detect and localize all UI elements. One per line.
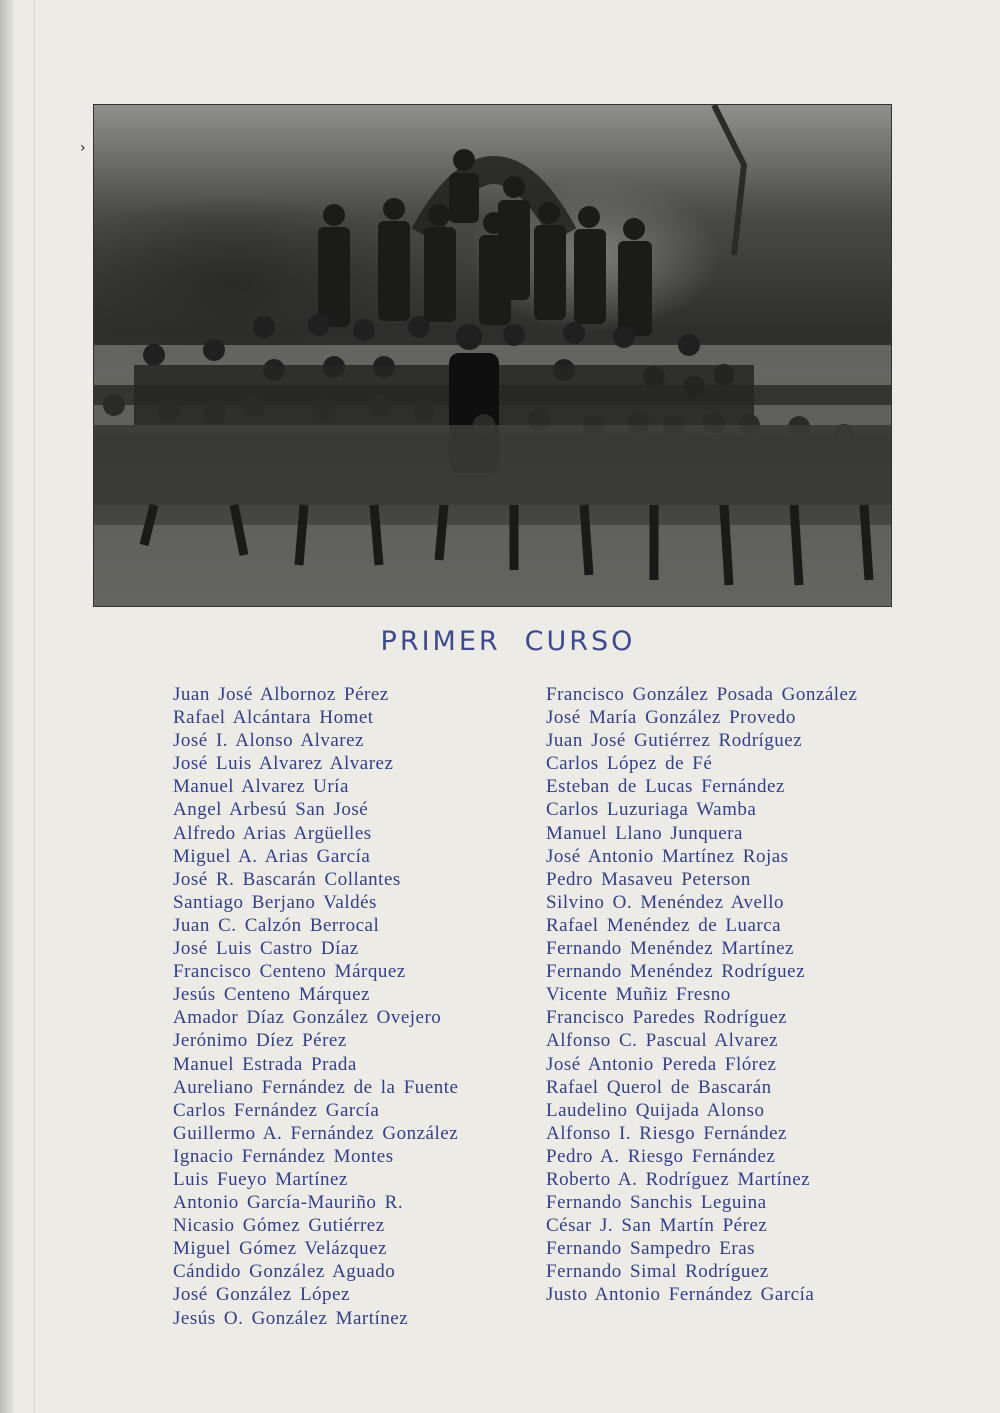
student-name: Jesús O. González Martínez (173, 1307, 409, 1329)
student-name: Juan José Gutiérrez Rodríguez (546, 730, 803, 752)
student-name: Nicasio Gómez Gutiérrez (173, 1215, 385, 1237)
student-name: Amador Díaz González Ovejero (173, 1007, 442, 1029)
student-name: Pedro A. Riesgo Fernández (546, 1145, 776, 1167)
student-name: Carlos Fernández García (173, 1099, 380, 1121)
student-name: Roberto A. Rodríguez Martínez (546, 1168, 811, 1190)
student-name: José R. Bascarán Collantes (173, 868, 401, 890)
student-name: Juan C. Calzón Berrocal (173, 914, 380, 936)
student-name: Jerónimo Díez Pérez (173, 1030, 347, 1052)
student-name: Justo Antonio Fernández García (546, 1284, 815, 1306)
student-name: Ignacio Fernández Montes (173, 1145, 394, 1167)
binding-line (34, 0, 35, 1413)
student-name: José I. Alonso Alvarez (173, 730, 364, 752)
student-name: Pedro Masaveu Peterson (546, 868, 751, 890)
student-name: Miguel Gómez Velázquez (173, 1238, 387, 1260)
student-name: César J. San Martín Pérez (546, 1215, 768, 1237)
student-name: Alfonso I. Riesgo Fernández (546, 1122, 787, 1144)
student-name: Francisco González Posada González (546, 684, 858, 705)
student-name: Jesús Centeno Márquez (173, 984, 370, 1006)
student-name: Manuel Alvarez Uría (173, 776, 349, 798)
student-name: José González López (173, 1284, 350, 1306)
student-name: Miguel A. Arias García (173, 845, 371, 867)
student-name: Rafael Menéndez de Luarca (546, 914, 782, 936)
student-name: Fernando Sampedro Eras (546, 1238, 756, 1260)
student-name: Francisco Centeno Márquez (173, 961, 406, 983)
student-name: Carlos López de Fé (546, 753, 713, 775)
photo-silhouettes (94, 105, 891, 606)
student-name: Guillermo A. Fernández González (173, 1122, 459, 1144)
student-name: Esteban de Lucas Fernández (546, 776, 785, 798)
student-name: Fernando Menéndez Martínez (546, 938, 794, 960)
student-name: Aureliano Fernández de la Fuente (173, 1076, 459, 1098)
page-mark-left: › (80, 140, 86, 156)
group-photo (93, 104, 892, 607)
heading-word-primer: PRIMER (380, 626, 501, 657)
student-name: Silvino O. Menéndez Avello (546, 891, 785, 913)
student-name: Manuel Estrada Prada (173, 1053, 357, 1075)
student-name: Rafael Querol de Bascarán (546, 1076, 772, 1098)
student-name: Fernando Simal Rodríguez (546, 1261, 769, 1283)
student-name: Fernando Sanchis Leguina (546, 1192, 767, 1214)
heading-word-curso: CURSO (524, 626, 636, 657)
student-name: Laudelino Quijada Alonso (546, 1099, 765, 1121)
student-name: Luis Fueyo Martínez (173, 1168, 348, 1190)
student-name: Cándido González Aguado (173, 1261, 396, 1283)
student-name: Francisco Paredes Rodríguez (546, 1007, 788, 1029)
student-name: Alfonso C. Pascual Alvarez (546, 1030, 779, 1052)
student-name: José María González Provedo (546, 707, 796, 729)
student-name: José Luis Castro Díaz (173, 938, 359, 960)
student-name: José Antonio Martínez Rojas (546, 845, 789, 867)
student-name: Fernando Menéndez Rodríguez (546, 961, 806, 983)
student-name: Santiago Berjano Valdés (173, 891, 377, 913)
student-name: Alfredo Arias Argüelles (173, 822, 372, 844)
student-name: Angel Arbesú San José (173, 799, 369, 821)
student-name: José Antonio Pereda Flórez (546, 1053, 777, 1075)
student-name: Antonio García-Mauriño R. (173, 1192, 404, 1214)
page-edge (0, 0, 14, 1413)
student-name: Juan José Albornoz Pérez (173, 684, 389, 705)
student-name: José Luis Alvarez Alvarez (173, 753, 394, 775)
student-list-right (546, 683, 857, 1307)
student-name: Vicente Muñiz Fresno (546, 984, 731, 1006)
student-name: Rafael Alcántara Homet (173, 707, 374, 729)
student-name: Carlos Luzuriaga Wamba (546, 799, 757, 821)
student-name: Manuel Llano Junquera (546, 822, 743, 844)
section-heading (0, 626, 1000, 657)
student-list-left (173, 683, 458, 1330)
